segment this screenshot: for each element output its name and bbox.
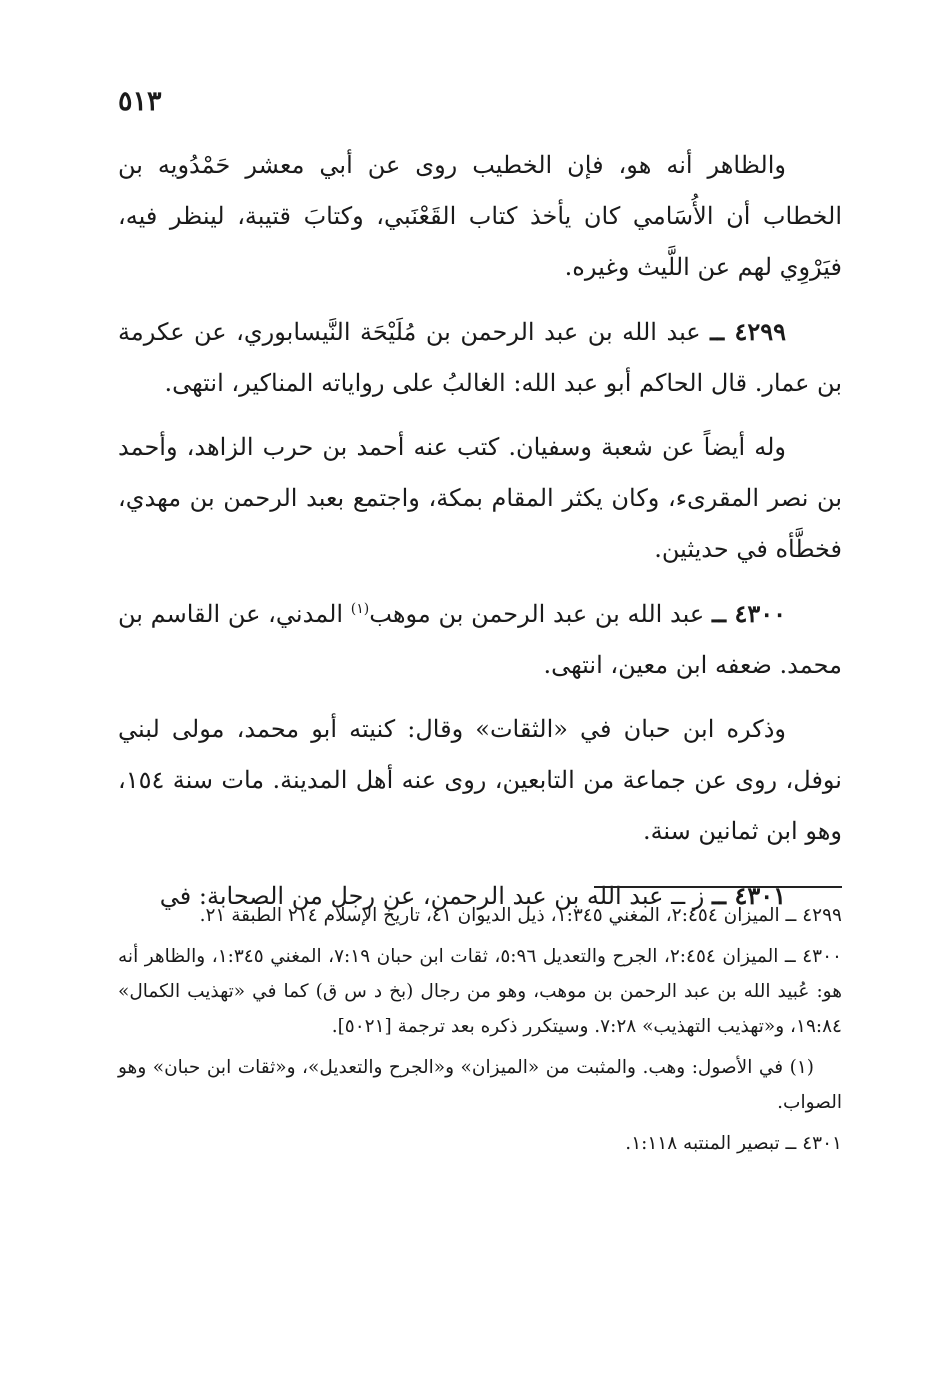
footnote-divider [594, 886, 842, 888]
entry-text: عبد الله بن عبد الرحمن بن موهب [369, 600, 705, 628]
entry-number: ٤٣٠١ ــ [712, 881, 786, 910]
footnotes [118, 898, 842, 1167]
paragraph-comment: وذكره ابن حبان في «الثقات» وقال: كنيته أبو محمد، مولى لبني نوفل، روى عن جماعة من التابعين، روى عنه أهل المدينة. مات سنة ١٥٤، وهو ابن ثمانين سنة. [118, 715, 842, 845]
paragraph-comment: وله أيضاً عن شعبة وسفيان. كتب عنه أحمد بن حرب الزاهد، وأحمد بن نصر المقرىء، وكان يكثر المقام بمكة، واجتمع بعبد الرحمن بن مهدي، فخطَّأه في حديثين. [118, 433, 842, 563]
footnote-4299: ٤٢٩٩ ــ الميزان ٢:٤٥٤، المغني ١:٣٤٥، ذيل الديوان ٤١، تاريخ الإسلام ٢١٤ الطبقة ٢١. [199, 905, 842, 926]
footnote-marker: (١) [350, 601, 370, 617]
entry-4299 [118, 306, 842, 409]
entry-number: ٤٣٠٠ ــ [711, 599, 786, 628]
paragraph-continuation: والظاهر أنه هو، فإن الخطيب روى عن أبي معشر حَمْدُويه بن الخطاب أن الأُسَامي كان يأخذ كتاب القَعْنَبي، وكتابَ قتيبة، لينظر فيه، فيَرْوِي لهم عن اللَّيث وغيره. [118, 151, 842, 281]
footnote-4301: ٤٣٠١ ــ تبصير المنتبه ١:١١٨. [625, 1133, 842, 1154]
footnote-4300: ٤٣٠٠ ــ الميزان ٢:٤٥٤، الجرح والتعديل ٥:٩٦، ثقات ابن حبان ٧:١٩، المغني ١:٣٤٥، والظاهر أنه هو: عُبيد الله بن عبد الرحمن بن موهب، وهو من رجال (بخ د س ق) كما في «تهذيب الكمال» ١٩:٨٤، و«تهذيب التهذيب» ٧:٢٨. وسيتكرر ذكره بعد ترجمة [٥٠٢١]. [118, 946, 842, 1037]
entry-text-cont: المدني، عن القاسم بن محمد. ضعفه ابن معين، انتهى. [118, 600, 842, 679]
entry-number: ٤٢٩٩ ــ [710, 317, 786, 346]
footnote-1: (١) في الأصول: وهب. والمثبت من «الميزان» و«الجرح والتعديل»، و«ثقات ابن حبان» وهو الصواب. [118, 1057, 842, 1113]
page-number: ٥١٣ [118, 86, 162, 117]
entry-text: عبد الله بن عبد الرحمن بن مُلَيْحَة النَّيسابوري، عن عكرمة بن عمار. قال الحاكم أبو عبد الله: الغالبُ على رواياته المناكير، انتهى. [118, 318, 842, 397]
main-text [118, 140, 842, 935]
entry-text: ز ــ عبد الله بن عبد الرحمن، عن رجل من الصحابة: في [159, 882, 705, 910]
entry-4300 [118, 588, 842, 691]
